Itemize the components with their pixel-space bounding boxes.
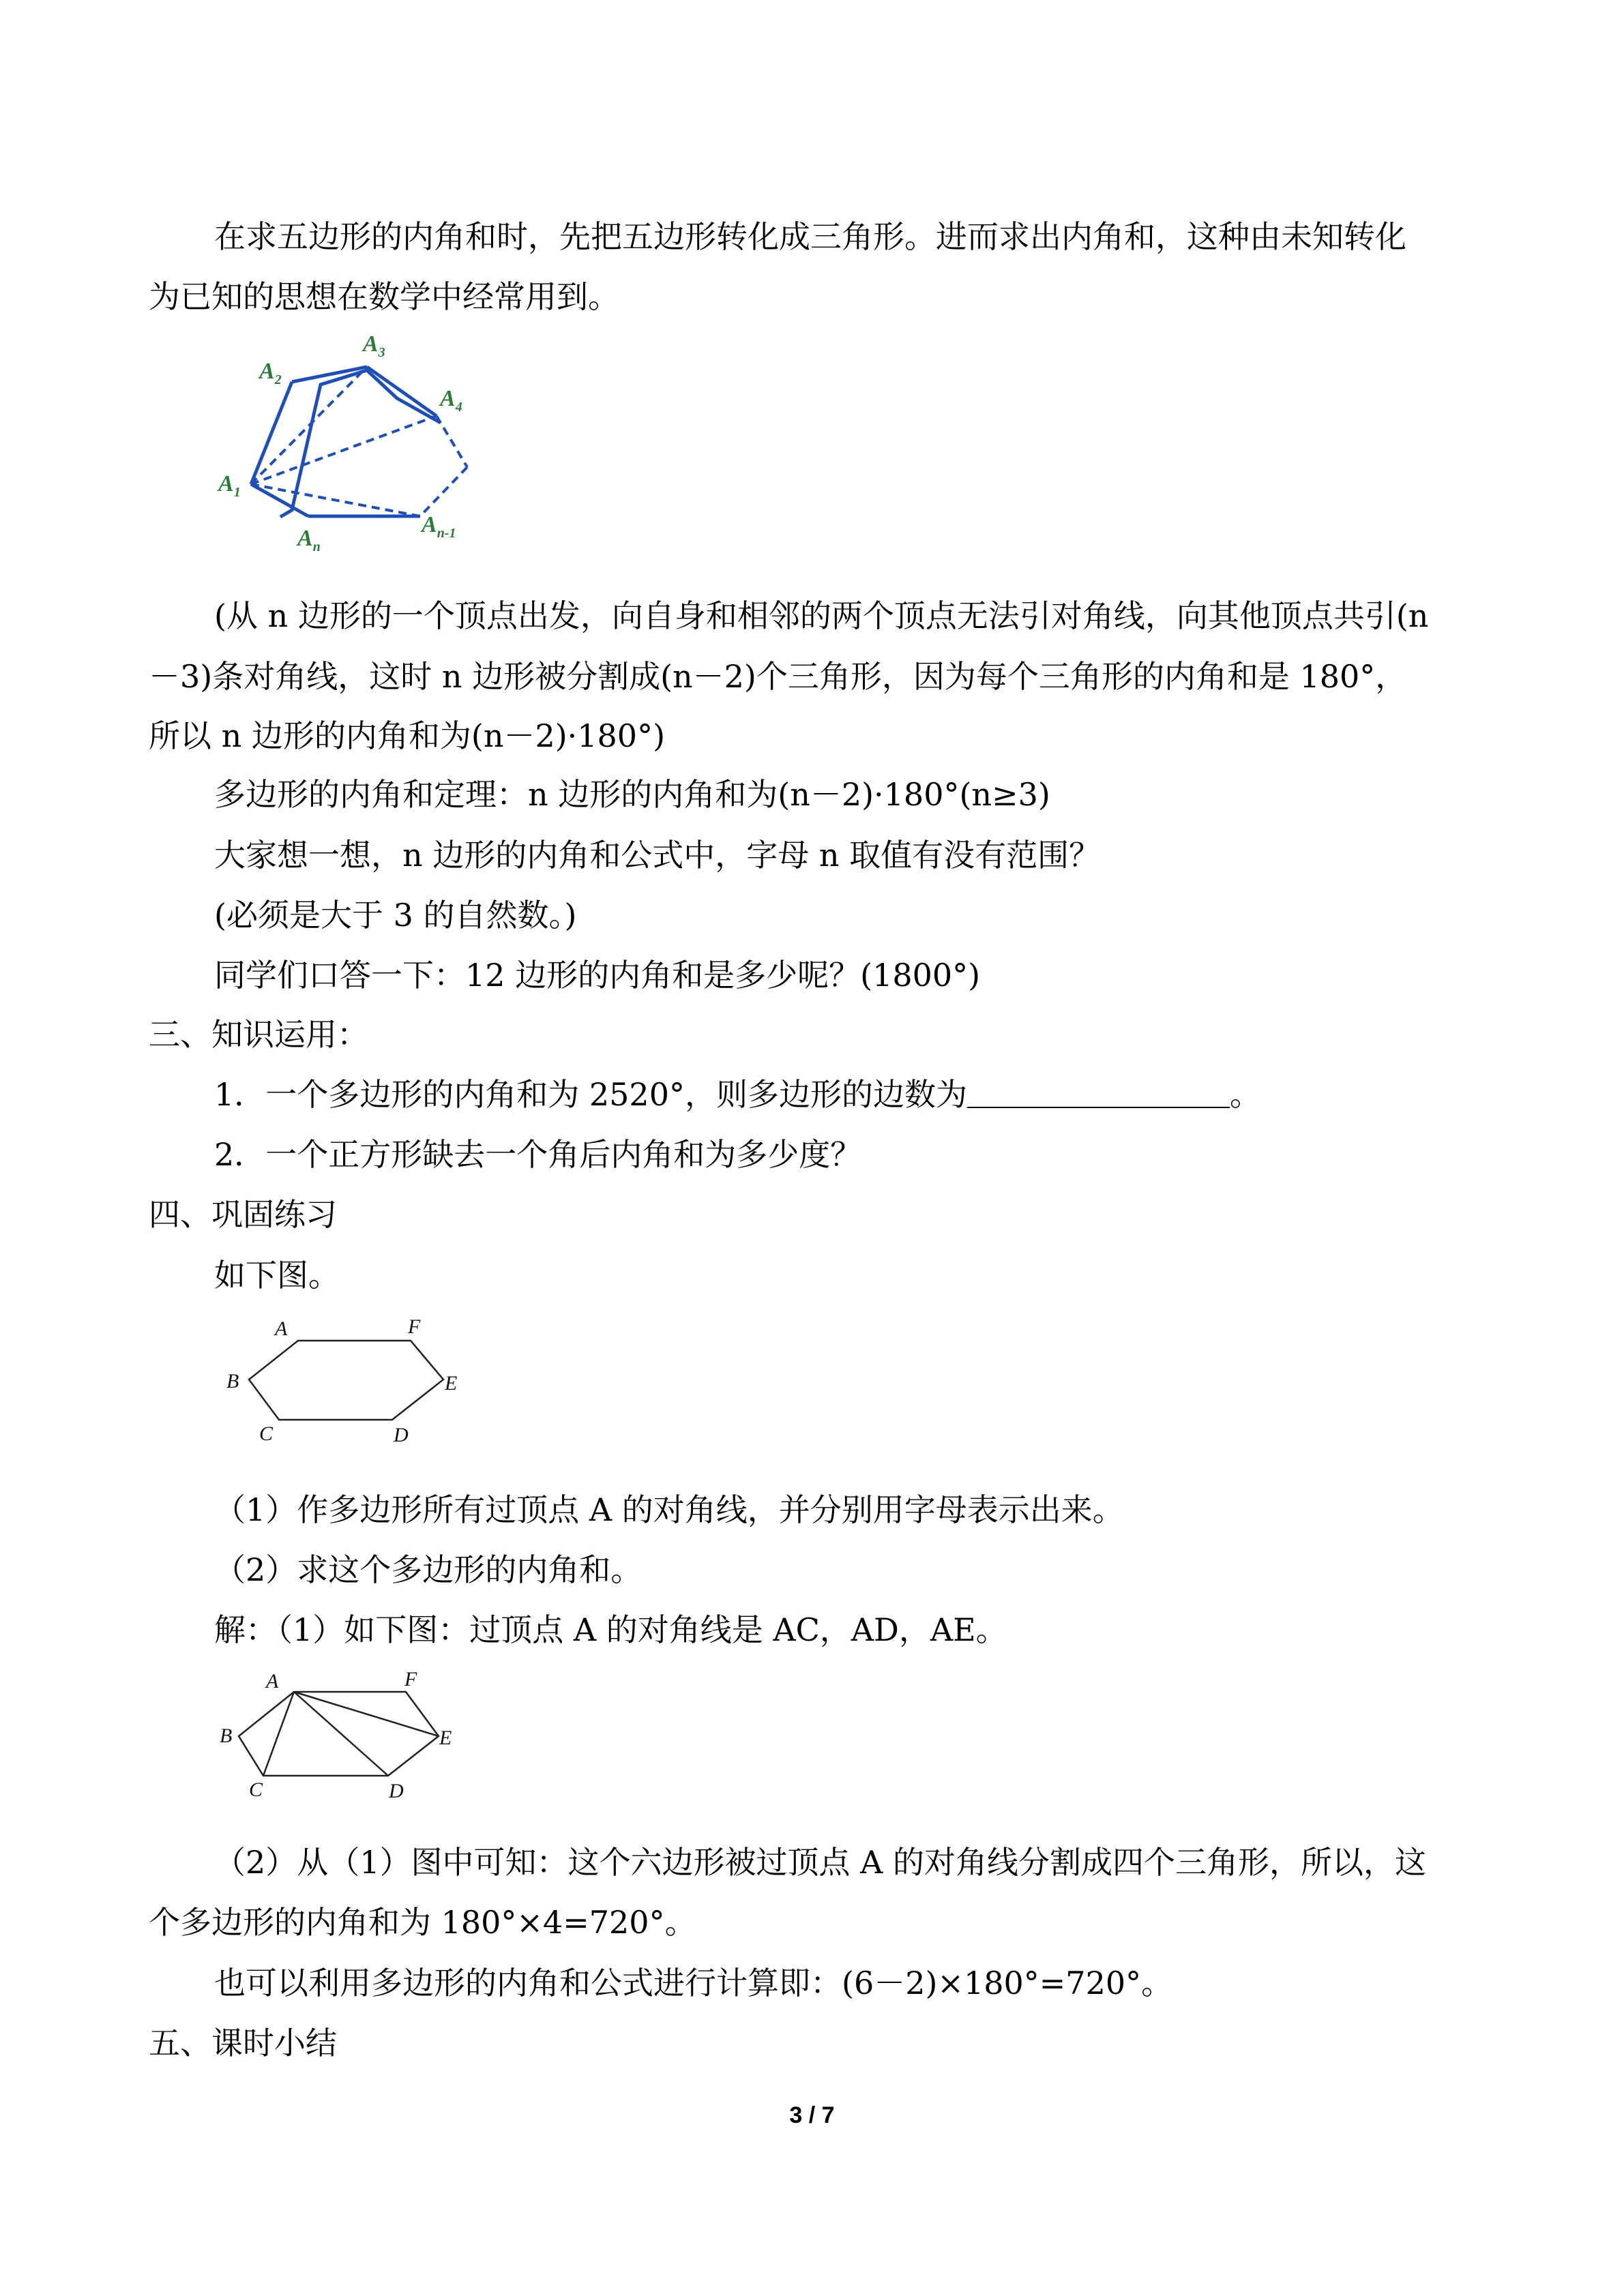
hex2-label-b: B (220, 1725, 233, 1747)
label-an1: $A_{n-1}$ (422, 512, 456, 541)
section-4-heading: 四、巩固练习 (149, 1196, 337, 1233)
exercise-1 (214, 1074, 1261, 1115)
hex-label-e: E (445, 1372, 458, 1395)
hexagon-figure (218, 1309, 477, 1446)
hex-label-c: C (259, 1422, 274, 1445)
diagonal-a1-a4 (251, 416, 437, 484)
section-4-intro: 如下图。 (214, 1257, 340, 1294)
label-a3: $A_3$ (363, 331, 385, 360)
label-a2: $A_2$ (259, 359, 282, 387)
exercise-2: 2．一个正方形缺去一个角后内角和为多少度？ (214, 1136, 862, 1173)
theorem: 多边形的内角和定理：n 边形的内角和为(n－2)·180°(n≥3) (214, 776, 1050, 813)
hexagon-outline (249, 1341, 443, 1420)
intro-line-1: 在求五边形的内角和时，先把五边形转化成三角形。进而求出内角和，这种由未知转化 (214, 218, 1406, 255)
exercise-1-text: 1．一个多边形的内角和为 2520°，则多边形的边数为 (214, 1076, 967, 1113)
edge-a1-a2 (251, 382, 292, 484)
edge-a4-dashed (437, 416, 467, 467)
section-3-heading: 三、知识运用： (149, 1016, 368, 1053)
task-2: （2）求这个多边形的内角和。 (214, 1551, 643, 1588)
hex-label-d: D (394, 1424, 409, 1446)
answer-blank[interactable] (967, 1077, 1230, 1108)
diagonal-ae (294, 1692, 439, 1736)
hexagon-diagonals-figure (211, 1664, 471, 1807)
task-1: （1）作多边形所有过顶点 A 的对角线，并分别用字母表示出来。 (214, 1491, 1124, 1528)
polygon-diagonals-figure (205, 327, 491, 559)
label-a1: $A_1$ (218, 471, 241, 500)
page-number: 3 / 7 (789, 2102, 835, 2128)
hex2-label-c: C (249, 1778, 263, 1801)
explanation-line-3: 所以 n 边形的内角和为(n－2)·180°) (149, 717, 666, 754)
label-an: $A_n$ (297, 526, 321, 554)
alternative-method: 也可以利用多边形的内角和公式进行计算即：(6－2)×180°=720°。 (214, 1965, 1173, 2001)
intro-line-2: 为已知的思想在数学中经常用到。 (149, 278, 619, 315)
oral-question: 同学们口答一下：12 边形的内角和是多少呢？(1800°) (214, 957, 981, 994)
hex2-label-f: F (404, 1668, 417, 1690)
edge-a3-a4 (367, 367, 437, 416)
section-5-heading: 五、课时小结 (149, 2025, 337, 2061)
solution-1: 解：（1）如下图：过顶点 A 的对角线是 AC，AD，AE。 (214, 1611, 1007, 1648)
range-question: 大家想一想，n 边形的内角和公式中，字母 n 取值有没有范围？ (214, 837, 1101, 874)
diagonal-ad (294, 1692, 388, 1776)
explanation-line-1: (从 n 边形的一个顶点出发，向自身和相邻的两个顶点无法引对角线，向其他顶点共引(n (214, 597, 1429, 634)
hex2-label-d: D (389, 1780, 404, 1802)
hex2-label-e: E (439, 1727, 452, 1749)
hex-label-a: A (275, 1317, 288, 1340)
hex-label-b: B (226, 1370, 239, 1392)
solution-2-line-2: 个多边形的内角和为 180°×4=720°。 (149, 1904, 696, 1941)
range-answer: (必须是大于 3 的自然数。) (214, 897, 577, 934)
edge-dashed-an1 (420, 467, 467, 516)
hex2-label-a: A (266, 1670, 279, 1693)
hex-label-f: F (408, 1315, 421, 1338)
solution-2-line-1: （2）从（1）图中可知：这个六边形被过顶点 A 的对角线分割成四个三角形，所以，这 (214, 1844, 1426, 1881)
explanation-line-2: －3)条对角线，这时 n 边形被分割成(n－2)个三角形，因为每个三角形的内角和是 180°， (149, 658, 1407, 695)
diagonal-a1-a3 (251, 367, 367, 484)
exercise-1-end: 。 (1229, 1076, 1261, 1113)
label-a4: $A_4$ (440, 386, 462, 415)
